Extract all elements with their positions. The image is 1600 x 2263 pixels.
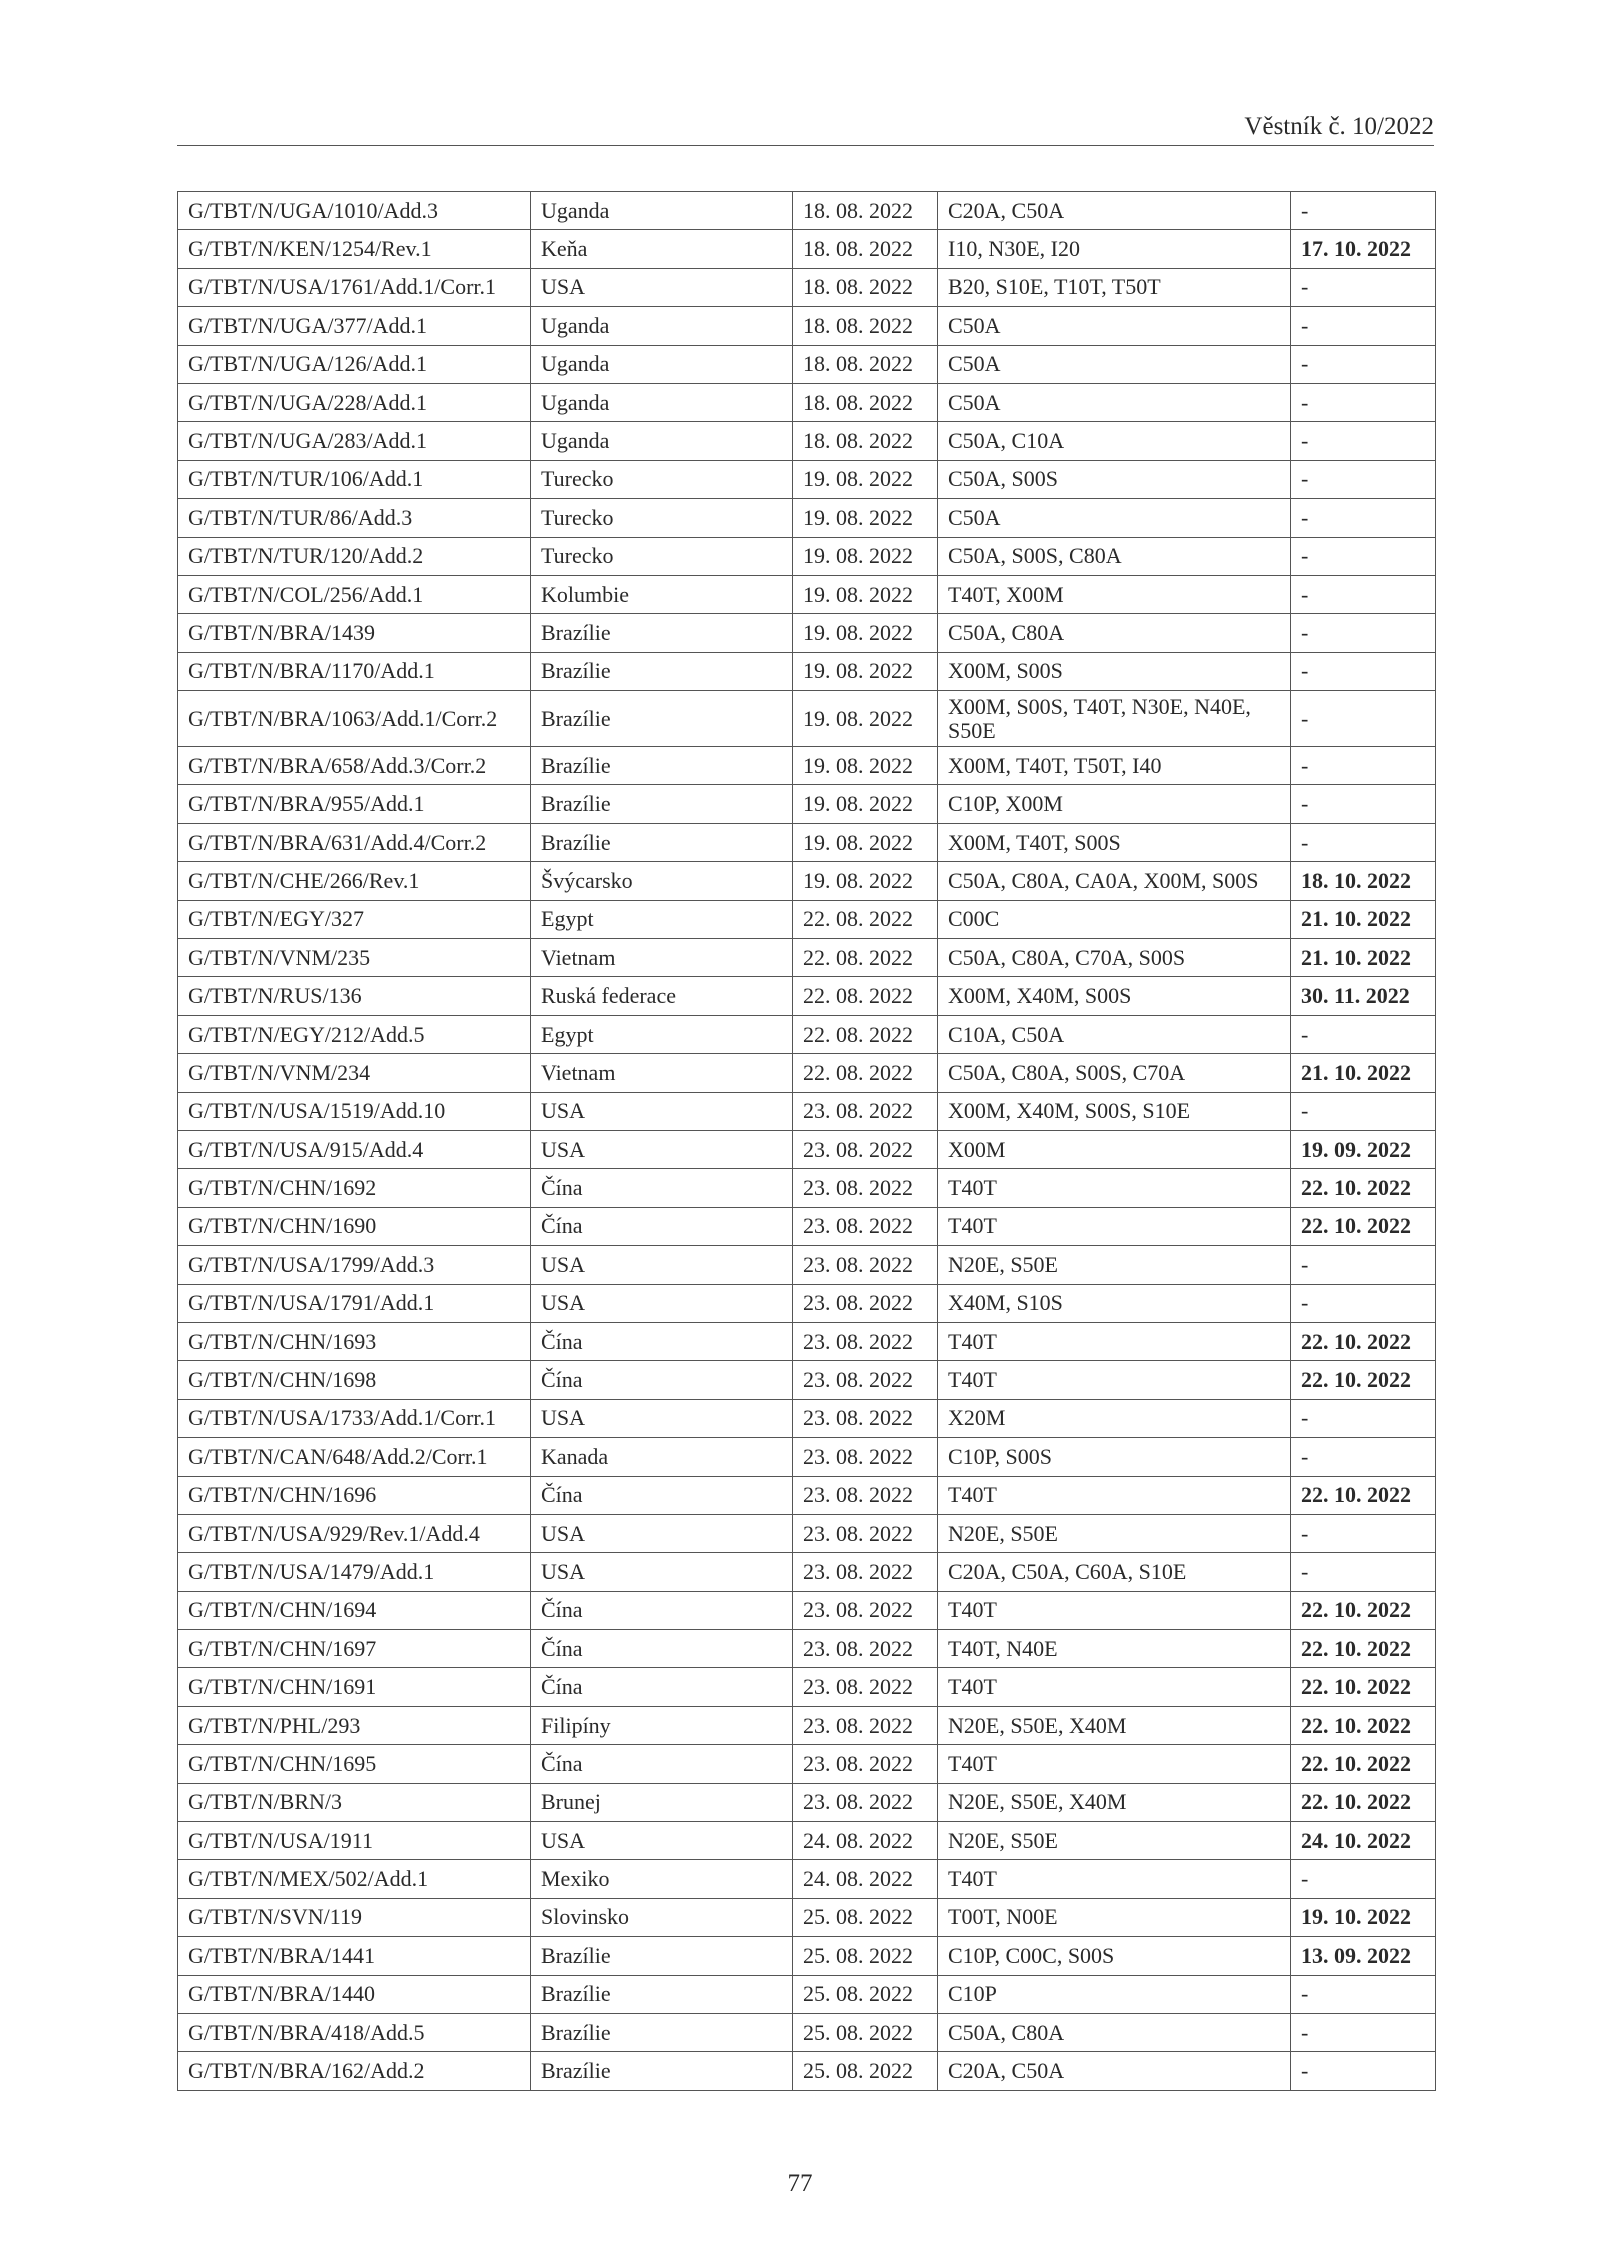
notification-id-cell: G/TBT/N/BRA/418/Add.5	[178, 2013, 531, 2051]
deadline-cell: 22. 10. 2022	[1291, 1668, 1436, 1706]
deadline-cell: -	[1291, 499, 1436, 537]
date-cell: 19. 08. 2022	[793, 499, 938, 537]
codes-cell: X40M, S10S	[938, 1284, 1291, 1322]
date-cell: 19. 08. 2022	[793, 823, 938, 861]
deadline-cell: -	[1291, 575, 1436, 613]
notification-id-cell: G/TBT/N/PHL/293	[178, 1706, 531, 1744]
table-row	[178, 1860, 1436, 1898]
table-row	[178, 1169, 1436, 1207]
date-cell: 18. 08. 2022	[793, 268, 938, 306]
country-cell: Brazílie	[531, 652, 793, 690]
table-row	[178, 1822, 1436, 1860]
date-cell: 24. 08. 2022	[793, 1822, 938, 1860]
codes-cell: N20E, S50E	[938, 1514, 1291, 1552]
country-cell: Brazílie	[531, 691, 793, 747]
codes-cell: C10A, C50A	[938, 1015, 1291, 1053]
codes-cell: T40T	[938, 1207, 1291, 1245]
deadline-cell: -	[1291, 1399, 1436, 1437]
deadline-cell: -	[1291, 1246, 1436, 1284]
deadline-cell: -	[1291, 1438, 1436, 1476]
table-row	[178, 1898, 1436, 1936]
table-row	[178, 1207, 1436, 1245]
notification-id-cell: G/TBT/N/USA/1799/Add.3	[178, 1246, 531, 1284]
date-cell: 25. 08. 2022	[793, 2052, 938, 2090]
table-row	[178, 1361, 1436, 1399]
codes-cell: T40T, X00M	[938, 575, 1291, 613]
codes-cell: C10P	[938, 1975, 1291, 2013]
deadline-cell: 22. 10. 2022	[1291, 1745, 1436, 1783]
codes-cell: T40T	[938, 1322, 1291, 1360]
deadline-cell: 22. 10. 2022	[1291, 1169, 1436, 1207]
table-row	[178, 1284, 1436, 1322]
notification-id-cell: G/TBT/N/CHN/1698	[178, 1361, 531, 1399]
deadline-cell: 13. 09. 2022	[1291, 1937, 1436, 1975]
notification-id-cell: G/TBT/N/CHN/1690	[178, 1207, 531, 1245]
notification-id-cell: G/TBT/N/USA/1761/Add.1/Corr.1	[178, 268, 531, 306]
date-cell: 19. 08. 2022	[793, 575, 938, 613]
date-cell: 19. 08. 2022	[793, 614, 938, 652]
codes-cell: N20E, S50E	[938, 1822, 1291, 1860]
notification-id-cell: G/TBT/N/CHN/1696	[178, 1476, 531, 1514]
date-cell: 22. 08. 2022	[793, 1054, 938, 1092]
date-cell: 23. 08. 2022	[793, 1399, 938, 1437]
country-cell: Egypt	[531, 900, 793, 938]
notification-id-cell: G/TBT/N/CHN/1695	[178, 1745, 531, 1783]
table-row	[178, 1514, 1436, 1552]
notification-id-cell: G/TBT/N/BRN/3	[178, 1783, 531, 1821]
deadline-cell: -	[1291, 2052, 1436, 2090]
date-cell: 18. 08. 2022	[793, 383, 938, 421]
table-row	[178, 2013, 1436, 2051]
deadline-cell: -	[1291, 537, 1436, 575]
deadline-cell: -	[1291, 192, 1436, 230]
country-cell: Filipíny	[531, 1706, 793, 1744]
codes-cell: X20M	[938, 1399, 1291, 1437]
codes-cell: C50A, S00S	[938, 460, 1291, 498]
table-row	[178, 1092, 1436, 1130]
deadline-cell: 17. 10. 2022	[1291, 230, 1436, 268]
deadline-cell: 22. 10. 2022	[1291, 1630, 1436, 1668]
country-cell: Brazílie	[531, 785, 793, 823]
country-cell: Čína	[531, 1668, 793, 1706]
notification-id-cell: G/TBT/N/UGA/283/Add.1	[178, 422, 531, 460]
table-row	[178, 1015, 1436, 1053]
table-row	[178, 1246, 1436, 1284]
date-cell: 23. 08. 2022	[793, 1361, 938, 1399]
date-cell: 23. 08. 2022	[793, 1092, 938, 1130]
codes-cell: T40T	[938, 1361, 1291, 1399]
notification-id-cell: G/TBT/N/USA/915/Add.4	[178, 1130, 531, 1168]
codes-cell: N20E, S50E, X40M	[938, 1783, 1291, 1821]
country-cell: Vietnam	[531, 1054, 793, 1092]
codes-cell: C10P, X00M	[938, 785, 1291, 823]
notification-id-cell: G/TBT/N/MEX/502/Add.1	[178, 1860, 531, 1898]
table-row	[178, 614, 1436, 652]
date-cell: 18. 08. 2022	[793, 307, 938, 345]
deadline-cell: 18. 10. 2022	[1291, 862, 1436, 900]
codes-cell: C50A, S00S, C80A	[938, 537, 1291, 575]
table-row	[178, 460, 1436, 498]
codes-cell: C50A	[938, 383, 1291, 421]
table-row	[178, 268, 1436, 306]
notification-id-cell: G/TBT/N/UGA/228/Add.1	[178, 383, 531, 421]
date-cell: 25. 08. 2022	[793, 1898, 938, 1936]
codes-cell: C50A, C80A, S00S, C70A	[938, 1054, 1291, 1092]
deadline-cell: 22. 10. 2022	[1291, 1322, 1436, 1360]
notification-id-cell: G/TBT/N/BRA/658/Add.3/Corr.2	[178, 747, 531, 785]
deadline-cell: 22. 10. 2022	[1291, 1591, 1436, 1629]
table-row	[178, 1630, 1436, 1668]
codes-cell: X00M, X40M, S00S, S10E	[938, 1092, 1291, 1130]
date-cell: 19. 08. 2022	[793, 691, 938, 747]
table-row	[178, 537, 1436, 575]
codes-cell: C50A, C10A	[938, 422, 1291, 460]
country-cell: Uganda	[531, 383, 793, 421]
country-cell: Čína	[531, 1322, 793, 1360]
codes-cell: X00M, S00S	[938, 652, 1291, 690]
country-cell: Vietnam	[531, 939, 793, 977]
deadline-cell: 22. 10. 2022	[1291, 1476, 1436, 1514]
page-number: 77	[787, 2170, 813, 2197]
country-cell: Egypt	[531, 1015, 793, 1053]
date-cell: 18. 08. 2022	[793, 345, 938, 383]
country-cell: Brazílie	[531, 614, 793, 652]
country-cell: Čína	[531, 1361, 793, 1399]
deadline-cell: -	[1291, 614, 1436, 652]
date-cell: 19. 08. 2022	[793, 652, 938, 690]
date-cell: 23. 08. 2022	[793, 1322, 938, 1360]
country-cell: Brunej	[531, 1783, 793, 1821]
country-cell: Brazílie	[531, 823, 793, 861]
country-cell: USA	[531, 1246, 793, 1284]
table-row	[178, 785, 1436, 823]
notification-id-cell: G/TBT/N/USA/929/Rev.1/Add.4	[178, 1514, 531, 1552]
table-row	[178, 977, 1436, 1015]
country-cell: Čína	[531, 1207, 793, 1245]
deadline-cell: -	[1291, 823, 1436, 861]
notification-id-cell: G/TBT/N/BRA/1439	[178, 614, 531, 652]
deadline-cell: -	[1291, 1284, 1436, 1322]
country-cell: Turecko	[531, 460, 793, 498]
country-cell: USA	[531, 268, 793, 306]
deadline-cell: -	[1291, 652, 1436, 690]
date-cell: 23. 08. 2022	[793, 1630, 938, 1668]
notification-id-cell: G/TBT/N/CHE/266/Rev.1	[178, 862, 531, 900]
deadline-cell: -	[1291, 307, 1436, 345]
country-cell: Kolumbie	[531, 575, 793, 613]
deadline-cell: 21. 10. 2022	[1291, 939, 1436, 977]
notification-id-cell: G/TBT/N/SVN/119	[178, 1898, 531, 1936]
deadline-cell: -	[1291, 460, 1436, 498]
codes-cell: T40T	[938, 1169, 1291, 1207]
date-cell: 23. 08. 2022	[793, 1706, 938, 1744]
country-cell: USA	[531, 1130, 793, 1168]
date-cell: 25. 08. 2022	[793, 1975, 938, 2013]
date-cell: 19. 08. 2022	[793, 460, 938, 498]
country-cell: Uganda	[531, 307, 793, 345]
codes-cell: T40T	[938, 1668, 1291, 1706]
date-cell: 25. 08. 2022	[793, 2013, 938, 2051]
date-cell: 23. 08. 2022	[793, 1591, 938, 1629]
codes-cell: N20E, S50E, X40M	[938, 1706, 1291, 1744]
notification-id-cell: G/TBT/N/TUR/106/Add.1	[178, 460, 531, 498]
country-cell: Ruská federace	[531, 977, 793, 1015]
table-row	[178, 1668, 1436, 1706]
notification-id-cell: G/TBT/N/USA/1519/Add.10	[178, 1092, 531, 1130]
notification-id-cell: G/TBT/N/EGY/212/Add.5	[178, 1015, 531, 1053]
deadline-cell: -	[1291, 1015, 1436, 1053]
table-row	[178, 230, 1436, 268]
codes-cell: C00C	[938, 900, 1291, 938]
date-cell: 22. 08. 2022	[793, 900, 938, 938]
date-cell: 19. 08. 2022	[793, 537, 938, 575]
country-cell: Švýcarsko	[531, 862, 793, 900]
codes-cell: C50A, C80A	[938, 614, 1291, 652]
notification-id-cell: G/TBT/N/BRA/1440	[178, 1975, 531, 2013]
notification-id-cell: G/TBT/N/USA/1479/Add.1	[178, 1553, 531, 1591]
table-row	[178, 1130, 1436, 1168]
country-cell: Uganda	[531, 192, 793, 230]
date-cell: 23. 08. 2022	[793, 1284, 938, 1322]
date-cell: 23. 08. 2022	[793, 1476, 938, 1514]
country-cell: USA	[531, 1514, 793, 1552]
country-cell: Turecko	[531, 537, 793, 575]
deadline-cell: 24. 10. 2022	[1291, 1822, 1436, 1860]
date-cell: 23. 08. 2022	[793, 1169, 938, 1207]
date-cell: 23. 08. 2022	[793, 1207, 938, 1245]
deadline-cell: 21. 10. 2022	[1291, 900, 1436, 938]
codes-cell: C50A	[938, 307, 1291, 345]
notification-id-cell: G/TBT/N/CHN/1692	[178, 1169, 531, 1207]
table-row	[178, 1937, 1436, 1975]
deadline-cell: -	[1291, 383, 1436, 421]
notification-id-cell: G/TBT/N/COL/256/Add.1	[178, 575, 531, 613]
codes-cell: T40T	[938, 1860, 1291, 1898]
date-cell: 19. 08. 2022	[793, 785, 938, 823]
codes-cell: T40T	[938, 1745, 1291, 1783]
codes-cell: X00M	[938, 1130, 1291, 1168]
country-cell: Brazílie	[531, 747, 793, 785]
codes-cell: I10, N30E, I20	[938, 230, 1291, 268]
deadline-cell: -	[1291, 345, 1436, 383]
codes-cell: N20E, S50E	[938, 1246, 1291, 1284]
country-cell: Čína	[531, 1169, 793, 1207]
table-row	[178, 691, 1436, 747]
deadline-cell: 21. 10. 2022	[1291, 1054, 1436, 1092]
table-row	[178, 823, 1436, 861]
date-cell: 23. 08. 2022	[793, 1130, 938, 1168]
codes-cell: C50A	[938, 345, 1291, 383]
date-cell: 18. 08. 2022	[793, 230, 938, 268]
codes-cell: B20, S10E, T10T, T50T	[938, 268, 1291, 306]
codes-cell: C20A, C50A	[938, 192, 1291, 230]
notification-id-cell: G/TBT/N/EGY/327	[178, 900, 531, 938]
country-cell: Kanada	[531, 1438, 793, 1476]
notification-id-cell: G/TBT/N/CHN/1694	[178, 1591, 531, 1629]
table-row	[178, 307, 1436, 345]
country-cell: Brazílie	[531, 2052, 793, 2090]
deadline-cell: -	[1291, 1860, 1436, 1898]
codes-cell: C10P, S00S	[938, 1438, 1291, 1476]
notification-id-cell: G/TBT/N/KEN/1254/Rev.1	[178, 230, 531, 268]
country-cell: Keňa	[531, 230, 793, 268]
date-cell: 23. 08. 2022	[793, 1514, 938, 1552]
country-cell: Brazílie	[531, 2013, 793, 2051]
codes-cell: T00T, N00E	[938, 1898, 1291, 1936]
date-cell: 23. 08. 2022	[793, 1668, 938, 1706]
deadline-cell: -	[1291, 1514, 1436, 1552]
table-row	[178, 939, 1436, 977]
notification-id-cell: G/TBT/N/RUS/136	[178, 977, 531, 1015]
table-row	[178, 862, 1436, 900]
table-row	[178, 1054, 1436, 1092]
deadline-cell: 19. 09. 2022	[1291, 1130, 1436, 1168]
codes-cell: X00M, T40T, S00S	[938, 823, 1291, 861]
date-cell: 23. 08. 2022	[793, 1246, 938, 1284]
table-row	[178, 192, 1436, 230]
deadline-cell: 30. 11. 2022	[1291, 977, 1436, 1015]
page-header	[177, 112, 1434, 146]
notification-id-cell: G/TBT/N/VNM/235	[178, 939, 531, 977]
notification-id-cell: G/TBT/N/BRA/1170/Add.1	[178, 652, 531, 690]
country-cell: Brazílie	[531, 1975, 793, 2013]
date-cell: 23. 08. 2022	[793, 1745, 938, 1783]
country-cell: USA	[531, 1284, 793, 1322]
table-row	[178, 747, 1436, 785]
date-cell: 19. 08. 2022	[793, 862, 938, 900]
notification-id-cell: G/TBT/N/USA/1733/Add.1/Corr.1	[178, 1399, 531, 1437]
codes-cell: C50A, C80A, C70A, S00S	[938, 939, 1291, 977]
codes-cell: X00M, T40T, T50T, I40	[938, 747, 1291, 785]
notification-id-cell: G/TBT/N/UGA/377/Add.1	[178, 307, 531, 345]
notification-id-cell: G/TBT/N/TUR/120/Add.2	[178, 537, 531, 575]
country-cell: Uganda	[531, 422, 793, 460]
deadline-cell: 22. 10. 2022	[1291, 1783, 1436, 1821]
codes-cell: X00M, X40M, S00S	[938, 977, 1291, 1015]
date-cell: 23. 08. 2022	[793, 1783, 938, 1821]
table-row	[178, 900, 1436, 938]
notification-id-cell: G/TBT/N/BRA/162/Add.2	[178, 2052, 531, 2090]
deadline-cell: -	[1291, 747, 1436, 785]
notification-id-cell: G/TBT/N/BRA/1063/Add.1/Corr.2	[178, 691, 531, 747]
date-cell: 22. 08. 2022	[793, 939, 938, 977]
table-row	[178, 499, 1436, 537]
notification-id-cell: G/TBT/N/CAN/648/Add.2/Corr.1	[178, 1438, 531, 1476]
deadline-cell: 22. 10. 2022	[1291, 1207, 1436, 1245]
country-cell: Uganda	[531, 345, 793, 383]
deadline-cell: -	[1291, 268, 1436, 306]
country-cell: Čína	[531, 1745, 793, 1783]
country-cell: USA	[531, 1822, 793, 1860]
table-row	[178, 1975, 1436, 2013]
codes-cell: C50A	[938, 499, 1291, 537]
country-cell: USA	[531, 1399, 793, 1437]
date-cell: 22. 08. 2022	[793, 1015, 938, 1053]
notification-id-cell: G/TBT/N/UGA/126/Add.1	[178, 345, 531, 383]
table-row	[178, 575, 1436, 613]
notification-id-cell: G/TBT/N/CHN/1691	[178, 1668, 531, 1706]
table-row	[178, 652, 1436, 690]
codes-cell: T40T, N40E	[938, 1630, 1291, 1668]
notification-id-cell: G/TBT/N/USA/1911	[178, 1822, 531, 1860]
country-cell: Čína	[531, 1591, 793, 1629]
table-row	[178, 2052, 1436, 2090]
deadline-cell: 22. 10. 2022	[1291, 1361, 1436, 1399]
notification-id-cell: G/TBT/N/CHN/1697	[178, 1630, 531, 1668]
date-cell: 24. 08. 2022	[793, 1860, 938, 1898]
table-row	[178, 1553, 1436, 1591]
table-row	[178, 1706, 1436, 1744]
codes-cell: C50A, C80A	[938, 2013, 1291, 2051]
deadline-cell: -	[1291, 1553, 1436, 1591]
deadline-cell: 19. 10. 2022	[1291, 1898, 1436, 1936]
country-cell: Turecko	[531, 499, 793, 537]
deadline-cell: 22. 10. 2022	[1291, 1706, 1436, 1744]
deadline-cell: -	[1291, 422, 1436, 460]
notification-id-cell: G/TBT/N/VNM/234	[178, 1054, 531, 1092]
notification-id-cell: G/TBT/N/BRA/955/Add.1	[178, 785, 531, 823]
table-row	[178, 1322, 1436, 1360]
notification-id-cell: G/TBT/N/CHN/1693	[178, 1322, 531, 1360]
notification-id-cell: G/TBT/N/BRA/1441	[178, 1937, 531, 1975]
country-cell: Slovinsko	[531, 1898, 793, 1936]
codes-cell: C10P, C00C, S00S	[938, 1937, 1291, 1975]
codes-cell: T40T	[938, 1476, 1291, 1514]
date-cell: 23. 08. 2022	[793, 1438, 938, 1476]
codes-cell: X00M, S00S, T40T, N30E, N40E, S50E	[938, 691, 1291, 747]
deadline-cell: -	[1291, 1975, 1436, 2013]
table-row	[178, 1476, 1436, 1514]
date-cell: 18. 08. 2022	[793, 192, 938, 230]
notification-table-body	[178, 192, 1436, 2091]
table-row	[178, 1783, 1436, 1821]
table-row	[178, 1438, 1436, 1476]
header-title: Věstník č. 10/2022	[1244, 113, 1434, 140]
date-cell: 22. 08. 2022	[793, 977, 938, 1015]
deadline-cell: -	[1291, 1092, 1436, 1130]
country-cell: Čína	[531, 1630, 793, 1668]
date-cell: 18. 08. 2022	[793, 422, 938, 460]
notification-id-cell: G/TBT/N/TUR/86/Add.3	[178, 499, 531, 537]
deadline-cell: -	[1291, 785, 1436, 823]
table-row	[178, 422, 1436, 460]
date-cell: 25. 08. 2022	[793, 1937, 938, 1975]
table-row	[178, 1591, 1436, 1629]
country-cell: Brazílie	[531, 1937, 793, 1975]
notification-id-cell: G/TBT/N/UGA/1010/Add.3	[178, 192, 531, 230]
country-cell: Mexiko	[531, 1860, 793, 1898]
deadline-cell: -	[1291, 2013, 1436, 2051]
notification-id-cell: G/TBT/N/USA/1791/Add.1	[178, 1284, 531, 1322]
codes-cell: C50A, C80A, CA0A, X00M, S00S	[938, 862, 1291, 900]
notification-table	[177, 191, 1436, 2091]
table-row	[178, 383, 1436, 421]
deadline-cell: -	[1291, 691, 1436, 747]
date-cell: 19. 08. 2022	[793, 747, 938, 785]
date-cell: 23. 08. 2022	[793, 1553, 938, 1591]
table-row	[178, 345, 1436, 383]
country-cell: USA	[531, 1092, 793, 1130]
country-cell: USA	[531, 1553, 793, 1591]
codes-cell: C20A, C50A	[938, 2052, 1291, 2090]
codes-cell: C20A, C50A, C60A, S10E	[938, 1553, 1291, 1591]
table-row	[178, 1745, 1436, 1783]
notification-id-cell: G/TBT/N/BRA/631/Add.4/Corr.2	[178, 823, 531, 861]
country-cell: Čína	[531, 1476, 793, 1514]
codes-cell: T40T	[938, 1591, 1291, 1629]
table-row	[178, 1399, 1436, 1437]
